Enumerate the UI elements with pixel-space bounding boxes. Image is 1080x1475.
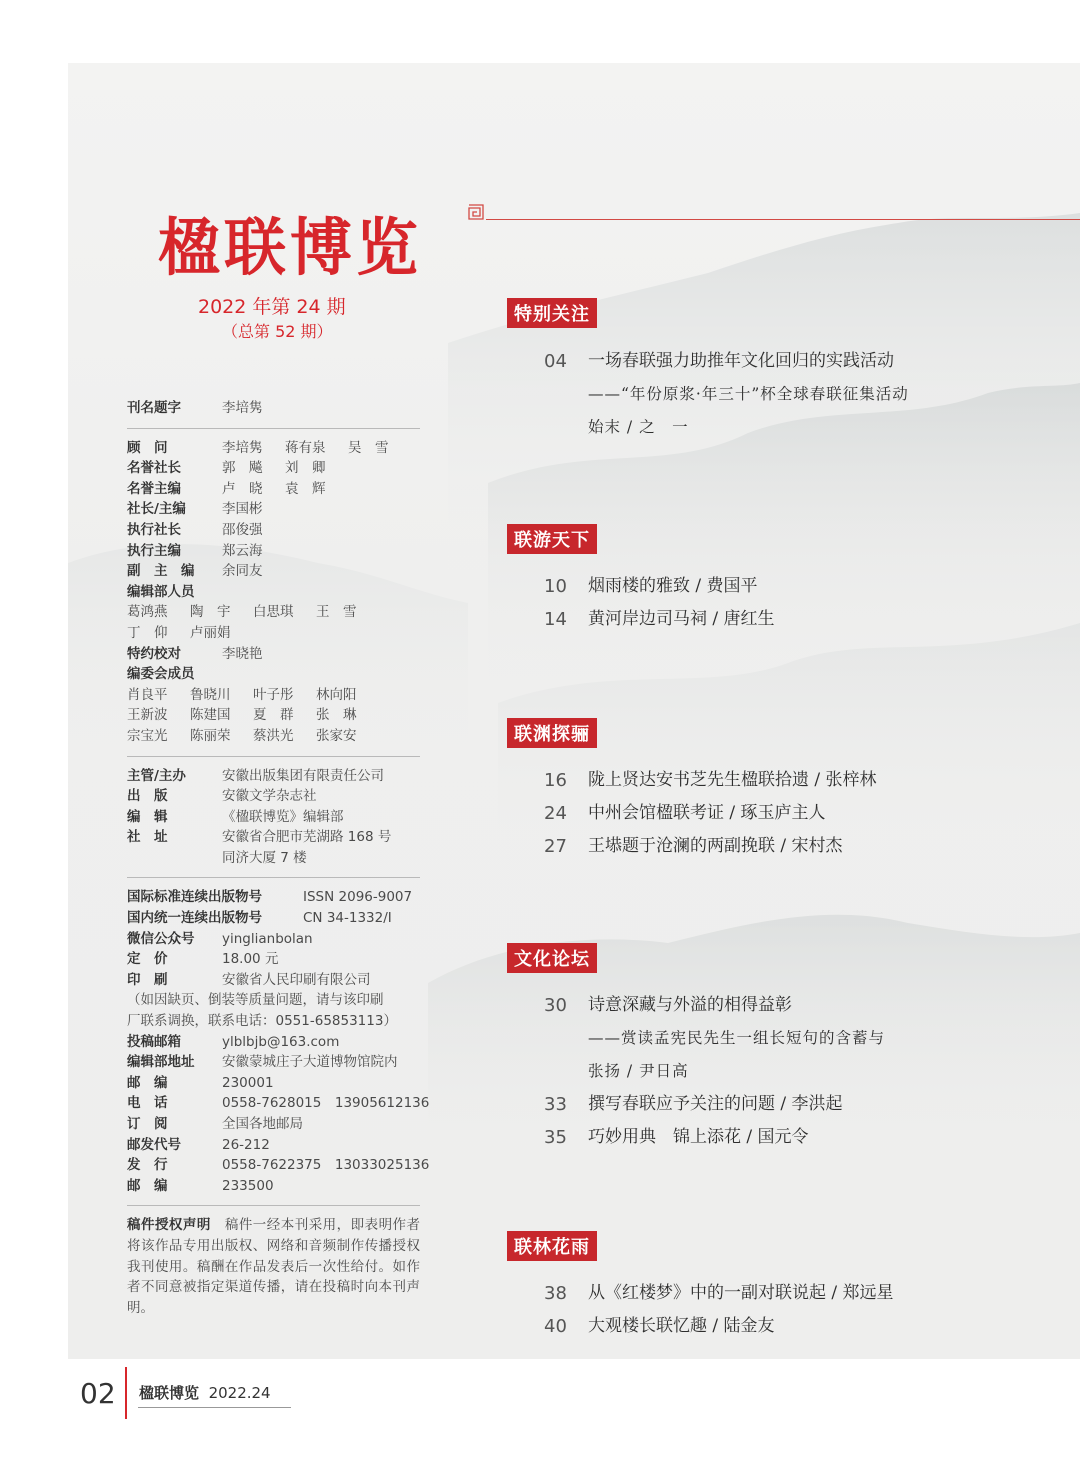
credit-issn: 国际标准连续出版物号 ISSN 2096-9007: [127, 889, 413, 906]
credit-price: 定 价 18.00 元: [127, 951, 279, 968]
copyright-notice: [127, 1215, 420, 1318]
toc-entry-continued: ——赏读孟宪民先生一组长短句的含蓄与: [588, 1029, 886, 1047]
printer-note-line2: 厂联系调换，联系电话：0551-65853113）: [127, 1013, 397, 1030]
credit-committee-row3: 宗宝光 陈丽荣 蔡洪光 张家安: [127, 727, 357, 744]
divider: [127, 1205, 420, 1206]
fret-ornament-icon: [468, 204, 484, 220]
credit-email: 投稿邮箱 ylblbjb@163.com: [127, 1033, 340, 1050]
credit-calligraphy: 刊名题字 李培隽: [127, 400, 263, 416]
credit-editorial-staff-row2: 丁 仰 卢丽娟: [127, 624, 231, 641]
credit-cn: 国内统一连续出版物号 CN 34-1332/I: [127, 910, 392, 927]
credit-printer: 印 刷 安徽省人民印刷有限公司: [127, 971, 371, 988]
toc-section-flowers: [506, 1231, 1046, 1343]
copyright-notice-label: 稿件授权声明: [127, 1217, 211, 1234]
section-tag: 联渊探骊: [507, 718, 597, 748]
credit-postal-code: 邮发代号 26-212: [127, 1136, 270, 1153]
credit-advisers: 顾 问 李培隽 蒋有泉 吴 雪: [127, 439, 389, 456]
toc-entry: 38 从《红楼梦》中的一副对联说起 / 郑远星: [544, 1283, 894, 1304]
credit-editorial-address: 编辑部地址 安徽蒙城庄子大道博物馆院内: [127, 1054, 398, 1071]
credit-committee-row1: 肖良平 鲁晓川 叶子彤 林向阳: [127, 686, 357, 703]
credit-address-line2: 同济大厦 7 楼: [222, 849, 307, 866]
total-issue-number: （总第 52 期）: [222, 322, 333, 341]
credit-committee-row2: 王新波 陈建国 夏 群 张 琳: [127, 707, 357, 724]
toc-entry-continued: 始末 / 之 一: [588, 418, 689, 436]
toc-entry: 30 诗意深藏与外溢的相得益彰: [544, 995, 792, 1016]
toc-entry-continued: ——“年份原浆·年三十”杯全球春联征集活动: [588, 385, 909, 403]
footer-magazine-name: 楹联博览: [139, 1384, 200, 1402]
credit-committee-label: 编委会成员: [127, 666, 195, 683]
section-tag: 联游天下: [507, 524, 597, 554]
toc-section-travel: [506, 524, 1046, 636]
toc-entry: 16 陇上贤达安书芝先生楹联拾遗 / 张梓林: [544, 770, 877, 791]
credit-honorary-editor: 名誉主编 卢 晓 袁 辉: [127, 480, 326, 497]
section-tag: 特别关注: [507, 298, 597, 328]
toc-entry: 27 王塨题于沧澜的两副挽联 / 宋村杰: [544, 836, 843, 857]
footer-issue: 2022.24: [208, 1384, 271, 1402]
credit-president-editor: 社长/主编 李国彬: [127, 501, 263, 518]
credit-subscribe: 订 阅 全国各地邮局: [127, 1116, 303, 1132]
toc-entry: 40 大观楼长联忆趣 / 陆金友: [544, 1316, 775, 1337]
toc-rule: [486, 219, 1080, 220]
toc-entry: 10 烟雨楼的雅致 / 费国平: [544, 576, 758, 597]
credit-special-proofreader: 特约校对 李晓艳: [127, 645, 263, 662]
toc-section-research: [506, 718, 1046, 863]
section-tag: 联林花雨: [507, 1231, 597, 1261]
credit-postcode2: 邮 编 233500: [127, 1177, 274, 1194]
toc-entry-continued: 张扬 / 尹日高: [588, 1062, 689, 1080]
credit-editor: 编 辑 《楹联博览》编辑部: [127, 808, 344, 825]
credit-editorial-staff-label: 编辑部人员: [127, 583, 195, 600]
toc-section-forum: [506, 943, 1046, 1154]
section-tag: 文化论坛: [507, 943, 597, 973]
credit-exec-editor: 执行主编 郑云海: [127, 542, 263, 559]
toc-entry: 33 撰写春联应予关注的问题 / 李洪起: [544, 1094, 843, 1115]
credit-deputy-editor: 副 主 编 余同友: [127, 563, 263, 580]
masthead-credits: [127, 398, 430, 1318]
credit-honorary-president: 名誉社长 郭 飚 刘 卿: [127, 460, 326, 477]
footer-rule: [138, 1407, 291, 1408]
toc-entry: 24 中州会馆楹联考证 / 琢玉庐主人: [544, 803, 826, 824]
toc-entry: 04 一场春联强力助推年文化回归的实践活动: [544, 351, 894, 372]
issue-number: 2022 年第 24 期: [198, 296, 346, 318]
printer-note-line1: （如因缺页、倒装等质量问题，请与该印刷: [127, 992, 384, 1009]
credit-sponsor: 主管/主办 安徽出版集团有限责任公司: [127, 767, 384, 784]
divider: [127, 877, 420, 878]
credit-editorial-staff-row1: 葛鸿燕 陶 宇 白思琪 王 雪: [127, 604, 357, 621]
credit-wechat: 微信公众号 yinglianbolan: [127, 930, 313, 947]
divider: [127, 756, 420, 757]
page-number: 02: [80, 1377, 116, 1410]
footer-red-bar: [125, 1367, 127, 1419]
credit-address: 社 址 安徽省合肥市芜湖路 168 号: [127, 829, 392, 846]
credit-exec-president: 执行社长 邵俊强: [127, 521, 263, 538]
toc-entry: 35 巧妙用典 锦上添花 / 国元令: [544, 1127, 809, 1148]
credit-distribution: 发 行 0558-7622375 13033025136: [127, 1157, 430, 1174]
divider: [127, 428, 420, 429]
toc-section-special: [506, 298, 1046, 444]
credit-phone: 电 话 0558-7628015 13905612136: [127, 1095, 430, 1112]
credit-publisher: 出 版 安徽文学杂志社: [127, 788, 317, 805]
copyright-notice-text: 稿件一经本刊采用，即表明作者将该作品专用出版权、网络和音频制作传播授权我刊使用。稿酬在作品发表后一次性给付。如作者不同意被指定渠道传播，请在投稿时向本刊声明。: [127, 1217, 421, 1316]
toc-entry: 14 黄河岸边司马祠 / 唐红生: [544, 609, 775, 630]
credit-postcode1: 邮 编 230001: [127, 1074, 274, 1091]
magazine-title: 楹联博览: [158, 211, 423, 284]
running-footer: [139, 1382, 271, 1403]
